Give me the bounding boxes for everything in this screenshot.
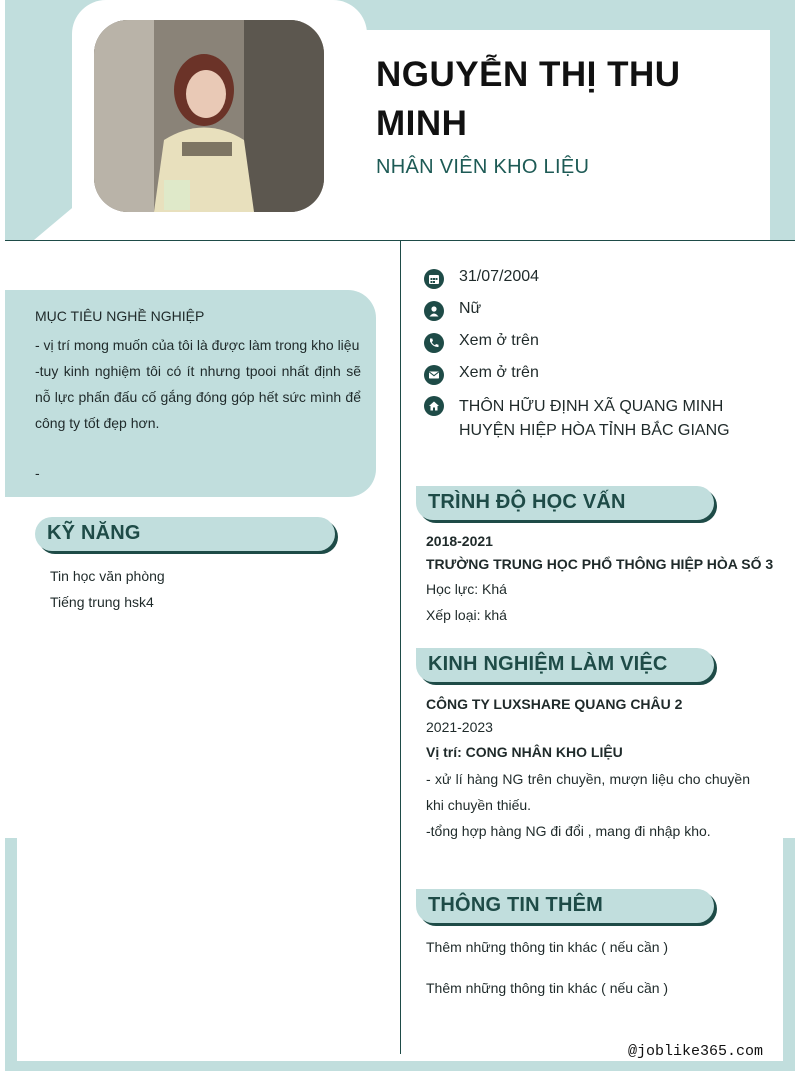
home-icon bbox=[424, 396, 444, 416]
contact-dob bbox=[424, 268, 539, 289]
dob-value: 31/07/2004 bbox=[459, 268, 540, 285]
experience-desc-line: -tổng hợp hàng NG đi đổi , mang đi nhập kho. bbox=[426, 823, 711, 839]
education-school: TRƯỜNG TRUNG HỌC PHỔ THÔNG HIỆP HÒA SỐ 3 bbox=[426, 556, 774, 572]
contact-address bbox=[424, 395, 779, 443]
job-title: NHÂN VIÊN KHO LIỆU bbox=[376, 156, 590, 178]
email-value: Xem ở trên bbox=[459, 364, 539, 381]
experience-description bbox=[426, 766, 750, 844]
experience-period: 2021-2023 bbox=[426, 719, 493, 735]
skill-item: Tiếng trung hsk4 bbox=[50, 594, 154, 610]
user-icon bbox=[424, 301, 444, 321]
experience-company: CÔNG TY LUXSHARE QUANG CHÂU 2 bbox=[426, 696, 683, 712]
footer-band-bottom bbox=[5, 1061, 795, 1071]
objective-title: MỤC TIÊU NGHỀ NGHIỆP bbox=[35, 308, 205, 324]
objective-line: - vị trí mong muốn của tôi là được làm trong kho liệu bbox=[35, 337, 360, 353]
objective-line: -tuy kinh nghiệm tôi có ít nhưng tpooi nhất định sẽ nỗ lực phấn đấu cố gắng đóng góp hết sức mình để công ty tốt đẹp hơn. bbox=[35, 363, 361, 431]
watermark: @joblike365.com bbox=[628, 1043, 764, 1060]
calendar-icon bbox=[424, 269, 444, 289]
contact-email bbox=[424, 364, 539, 385]
additional-header bbox=[416, 889, 714, 923]
experience-position: Vị trí: CONG NHÂN KHO LIỆU bbox=[426, 744, 623, 760]
experience-desc-line: - xử lí hàng NG trên chuyền, mượn liệu cho chuyền khi chuyền thiếu. bbox=[426, 771, 750, 813]
contact-gender bbox=[424, 300, 481, 321]
footer-band-right bbox=[783, 838, 795, 1071]
address-value: THÔN HỮU ĐỊNH XÃ QUANG MINH HUYỆN HIỆP HÒA TỈNH BẮC GIANG bbox=[459, 398, 730, 439]
objective-dash: - bbox=[35, 465, 40, 481]
additional-title: THÔNG TIN THÊM bbox=[428, 894, 604, 916]
phone-icon bbox=[424, 333, 444, 353]
phone-value: Xem ở trên bbox=[459, 332, 539, 349]
column-divider bbox=[400, 241, 401, 1054]
profile-photo bbox=[94, 20, 324, 212]
skills-header bbox=[35, 517, 335, 551]
experience-header bbox=[416, 648, 714, 682]
footer-band-left bbox=[5, 838, 17, 1071]
experience-title: KINH NGHIỆM LÀM VIỆC bbox=[428, 653, 668, 675]
skills-list bbox=[50, 563, 165, 615]
objective-body bbox=[35, 332, 361, 436]
education-grade: Học lực: Khá bbox=[426, 581, 507, 597]
contact-phone bbox=[424, 332, 539, 353]
education-period: 2018-2021 bbox=[426, 533, 493, 549]
additional-line: Thêm những thông tin khác ( nếu cần ) bbox=[426, 980, 669, 996]
skill-item: Tin học văn phòng bbox=[50, 568, 165, 584]
candidate-name: NGUYỄN THỊ THU MINH bbox=[376, 55, 681, 143]
mail-icon bbox=[424, 365, 444, 385]
additional-line: Thêm những thông tin khác ( nếu cần ) bbox=[426, 939, 669, 955]
education-header bbox=[416, 486, 714, 520]
education-rank: Xếp loại: khá bbox=[426, 607, 507, 623]
gender-value: Nữ bbox=[459, 300, 482, 317]
skills-title: KỸ NĂNG bbox=[47, 522, 141, 544]
education-title: TRÌNH ĐỘ HỌC VẤN bbox=[428, 491, 626, 513]
